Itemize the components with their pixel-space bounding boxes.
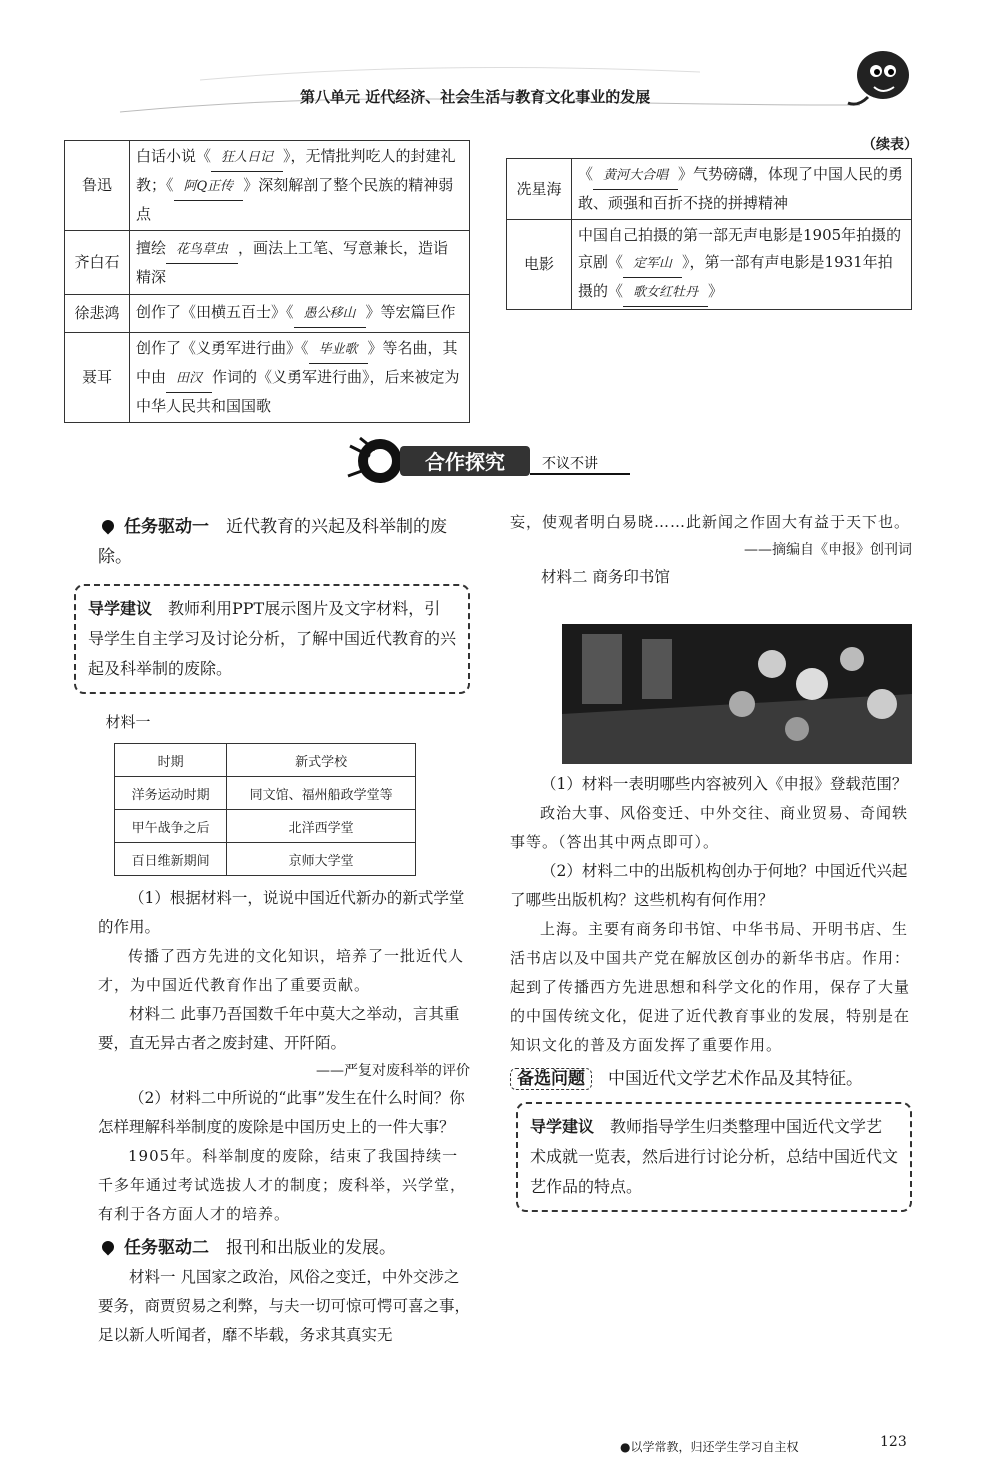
right-questions <box>510 770 912 1212</box>
answer-fill: 愚公移山 <box>294 300 366 328</box>
question-1: （1）根据材料一，说说中国近代新办的新式学堂的作用。 <box>98 889 465 936</box>
unit-title: 第八单元 近代经济、社会生活与教育文化事业的发展 <box>300 88 651 106</box>
question-2: （2）材料二中所说的“此事”发生在什么时间？你怎样理解科举制度的废除是中国历史上的一件大事？ <box>98 1089 465 1136</box>
banner-sub: 不议不讲 <box>542 456 598 472</box>
guide-box <box>516 1102 912 1212</box>
answer-fill: 狂人日记 <box>211 144 283 172</box>
task-label: 任务驱动一 <box>124 517 209 537</box>
answer-fill: 定军山 <box>623 250 682 278</box>
answer-fill: 阿Q正传 <box>174 173 244 201</box>
answer-2: 1905年。科举制度的废除，结束了我国持续一千多年通过考试选拔人才的制度；废科举，兴学堂，有利于各方面人才的培养。 <box>98 1147 467 1223</box>
mascot-icon <box>838 45 918 115</box>
guide-tag: 导学建议 <box>88 599 153 618</box>
material-source: ——摘编自《申报》创刊词 <box>744 542 912 558</box>
answer-4: 上海。主要有商务印书馆、中华书局、开明书店、生活书店以及中国共产党在解放区创办的新华书店。作用：起到了传播西方先进思想和科学文化的作用，保存了大量的中国传统文化，促进了近代教育事业的发展，特别是在知识文化的普及方面发挥了重要作用。 <box>510 920 911 1054</box>
guide-text: 教师利用PPT展示图片及文字材料，引导学生自主学习及讨论分析，了解中国近代教育的兴起及科举制的废除。 <box>88 599 457 678</box>
task-label: 任务驱动二 <box>124 1238 209 1258</box>
row-desc: 擅绘 花鸟草虫 ，画法上工笔、写意兼长，造诣精深 <box>130 231 470 295</box>
material-two: 材料二 此事乃吾国数千年中莫大之举动，言其重要，直无异古者之废封建、开阡陌。 <box>98 1005 460 1052</box>
answer-fill: 歌女红牡丹 <box>623 279 708 307</box>
section-banner <box>330 436 650 486</box>
row-name: 徐悲鸿 <box>65 295 130 333</box>
table-row <box>65 333 470 423</box>
left-artists-table <box>64 140 470 423</box>
schools-table <box>114 743 416 876</box>
task-one <box>98 512 470 572</box>
task-text: 报刊和出版业的发展。 <box>226 1238 396 1258</box>
material-label: 材料一 <box>105 713 151 731</box>
table-row: 甲午战争之后 北洋西学堂 <box>115 810 416 843</box>
answer-fill: 毕业歌 <box>309 336 368 364</box>
row-desc: 《 黄河大合唱 》气势磅礴，体现了中国人民的勇敢、顽强和百折不挠的拼搏精神 <box>572 159 912 220</box>
continued-label: （续表） <box>862 137 918 153</box>
row-name: 冼星海 <box>507 159 572 220</box>
table-row <box>65 141 470 231</box>
right-column <box>510 508 912 592</box>
printing-house-photo <box>562 624 912 764</box>
material-three: 材料一 凡国家之政治，风俗之变迁，中外交涉之要务，商贾贸易之利弊，与夫一切可惊可愕可喜之事，足以新人听闻者，靡不毕载，务求其真实无 <box>98 1268 471 1344</box>
row-name: 鲁迅 <box>65 141 130 231</box>
material-label: 材料二 商务印书馆 <box>541 568 670 586</box>
table-row <box>507 159 912 220</box>
guide-text: 教师指导学生归类整理中国近代文学艺术成就一览表，然后进行讨论分析，总结中国近代文艺作品的特点。 <box>530 1117 899 1196</box>
location-pin-icon <box>100 1239 117 1256</box>
answer-fill: 黄河大合唱 <box>593 162 678 190</box>
row-desc: 中国自己拍摄的第一部无声电影是1905年拍摄的京剧《 定军山 》，第一部有声电影是1931年拍摄的《 歌女红牡丹 》 <box>572 220 912 310</box>
row-name: 齐白石 <box>65 231 130 295</box>
backup-question <box>510 1064 912 1094</box>
answer-3: 政治大事、风俗变迁、中外交往、商业贸易、奇闻轶事等。（答出其中两点即可）。 <box>510 804 909 851</box>
task-two <box>98 1233 470 1263</box>
table-row <box>65 295 470 333</box>
backup-text: 中国近代文学艺术作品及其特征。 <box>608 1069 863 1089</box>
row-desc: 白话小说《 狂人日记 》，无情批判吃人的封建礼教；《 阿Q正传 》深刻解剖了整个民族的精神弱点 <box>130 141 470 231</box>
row-desc: 创作了《义勇军进行曲》《 毕业歌 》等名曲，其中由 田汉 作词的《义勇军进行曲》，后来被定为中华人民共和国国歌 <box>130 333 470 423</box>
row-desc: 创作了《田横五百士》《 愚公移山 》等宏篇巨作 <box>130 295 470 333</box>
page-number: 123 <box>880 1434 907 1450</box>
row-name: 电影 <box>507 220 572 310</box>
answer-fill: 花鸟草虫 <box>166 236 238 264</box>
footer-slogan: ●以学常教，归还学生学习自主权 <box>620 1440 799 1454</box>
table-row <box>507 220 912 310</box>
banner-title: 合作探究 <box>425 450 505 474</box>
left-column <box>88 512 471 1350</box>
guide-box <box>74 584 470 694</box>
guide-tag: 导学建议 <box>530 1117 595 1136</box>
material-source: ——严复对废科举的评价 <box>316 1063 470 1079</box>
table-row: 洋务运动时期 同文馆、福州船政学堂等 <box>115 777 416 810</box>
table-row: 百日维新期间 京师大学堂 <box>115 843 416 876</box>
answer-fill: 田汉 <box>166 365 212 393</box>
question-4: （2）材料二中的出版机构创办于何地？中国近代兴起了哪些出版机构？这些机构有何作用？ <box>510 862 908 909</box>
row-name: 聂耳 <box>65 333 130 423</box>
task-text: 近代教育的兴起及科举制的废除。 <box>98 517 447 567</box>
right-artists-table <box>506 158 912 310</box>
question-3: （1）材料一表明哪些内容被列入《申报》登载范围？ <box>541 775 908 793</box>
location-pin-icon <box>100 518 117 535</box>
backup-tag: 备选问题 <box>510 1068 592 1090</box>
answer-1: 传播了西方先进的文化知识，培养了一批近代人才，为中国近代教育作出了重要贡献。 <box>98 947 465 994</box>
table-row <box>65 231 470 295</box>
table-header: 时期 新式学校 <box>115 744 416 777</box>
material-three-cont: 妄，使观者明白易晓……此新闻之作固大有益于天下也。 <box>510 513 911 531</box>
